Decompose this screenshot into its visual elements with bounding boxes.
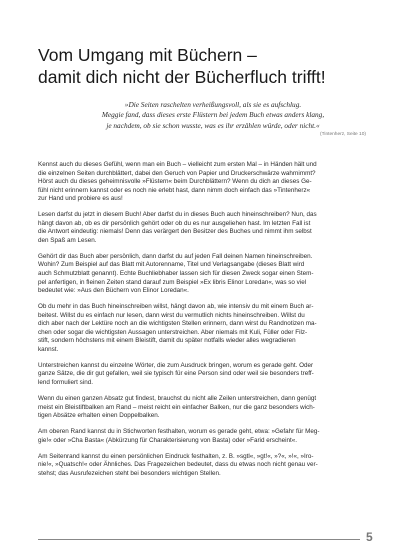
body-text [38,161,366,486]
page-number: 5 [366,530,373,544]
paragraph-line: Ob du mehr in das Buch hineinschreiben willst, hängt davon ab, wie intensiv du mit einem Buch ar- [38,303,314,311]
footer-divider [38,539,360,540]
paragraph-line: chen oder sogar die wichtigsten Aussagen unterstreichen. Aber niemals mit Kuli, Füller oder Filz- [38,328,308,336]
quote-source: (Tintenherz, Seite 10) [320,131,366,137]
paragraph-line: die Antwort eindeutig: niemals! Denn das verärgert den Besitzer des Buches und nimmt ihm selbst [38,228,312,236]
quote-line: Meggie fand, dass dieses erste Flüstern bei jedem Buch etwas anders klang, [101,110,325,120]
paragraph-line: Lesen darfst du jetzt in diesem Buch! Aber darfst du in dieses Buch auch hineinschreiben? Nun, das [38,211,317,219]
paragraph-line: meist ein Bleistiftbalken am Rand – meist reicht ein einfacher Balken, nur die ganz besonders wich- [38,403,315,411]
paragraph [38,211,366,245]
paragraph-line: bedeutet wie: »Aus den Büchern von Elinor Loredan«. [38,287,189,295]
title-line-2: damit dich nicht der Bücherfluch trifft! [38,67,326,87]
paragraph-line: hängt davon ab, ob es dir persönlich gehört oder ob du es nur ausgeliehen hast. Im letzten Fall ist [38,219,311,227]
paragraph-line: tigen Absätze erhalten einen Doppelbalken. [38,412,160,420]
paragraph-line: zur Hand und probiere es aus! [38,195,123,203]
paragraph-line: nie!«, »Quatsch!« oder Ähnliches. Das Fragezeichen bedeutet, dass du etwas noch nicht genau ver- [38,461,318,469]
quote-line: »Die Seiten raschelten verheißungsvoll, als sie es aufschlug. [124,100,302,109]
paragraph-line: kannst. [38,345,59,353]
paragraph-line: Kennst auch du dieses Gefühl, wenn man ein Buch – vielleicht zum ersten Mal – in Händen hält und [38,161,317,168]
paragraph [38,362,366,388]
paragraph-line: stehst; das Ausrufezeichen steht bei besonders wichtigen Stellen. [38,469,221,477]
paragraph-line: beitest. Willst du es einfach nur lesen, dann wirst du vermutlich nichts hineinschreiben. Willst du [38,311,305,319]
paragraph-line: Am Seitenrand kannst du einen persönlichen Eindruck festhalten, z. B. »sgtl«, »gt!«, »?«, »!«, »Iro- [38,452,314,460]
paragraph [38,395,366,421]
paragraph-line: fühl nicht erinnern kannst oder es noch nie erlebt hast, dann nimm doch einfach das »Tintenherz« [38,186,311,194]
paragraph-line: dich aber nach der Lektüre noch an die wichtigsten Stellen erinnern, dann wirst du Randnotizen ma- [38,320,317,328]
paragraph [38,303,366,354]
paragraph-line: Unterstreichen kannst du einzelne Wörter, die zum Ausdruck bringen, worum es gerade geht. Oder [38,361,314,369]
paragraph-line: auch Schmutzblatt genannt). Echte Buchliebhaber lassen sich für diesen Zweck sogar einen Stem- [38,270,314,278]
paragraph-line: Wohin? Zum Beispiel auf das Blatt mit Autorenname, Titel und Verlagsangabe (dieses Blatt wird [38,261,305,269]
paragraph-line: die einzelnen Seiten durchblättert, dabei den Geruch von Papier und Druckerschwärze wahrnimmt? [38,169,316,177]
page-title [38,44,378,88]
paragraph-line: den Spaß am Lesen. [38,236,97,244]
paragraph [38,161,366,204]
paragraph-line: gie!« oder »Cha Basta« (Abkürzung für Charakterisierung von Basta) oder »Farid erscheint«. [38,436,298,444]
paragraph-line: Hörst auch du dieses geheimnisvolle »Flüstern« beim Durchblättern? Wenn du dich an dieses Ge- [38,178,312,186]
paragraph [38,453,366,479]
paragraph-line: Am oberen Rand kannst du in Stichworten festhalten, worum es gerade geht, etwa: »Gefahr für Meg- [38,428,320,436]
paragraph-line: stift, sondern höchstens mit einem Bleistift, damit du später notfalls wieder alles wegradieren [38,337,296,345]
quote-line: je nachdem, ob sie schon wusste, was es ihr erzählen würde, oder nicht.« [106,120,320,130]
paragraph-line: pel anfertigen, in fleinen Zeiten stand darauf zum Beispiel »Ex libris Elinor Loredan«, was so viel [38,278,307,286]
title-line-1: Vom Umgang mit Büchern – [38,45,257,65]
paragraph-line: Wenn du einen ganzen Absatz gut findest, brauchst du nicht alle Zeilen unterstreichen, dann genügt [38,395,317,403]
paragraph-line: ganze Sätze, die dir gut gefallen, weil sie typisch für eine Person sind oder weil sie besonders treff- [38,370,314,378]
epigraph-quote [60,100,366,139]
paragraph-line: Gehört dir das Buch aber persönlich, dann darfst du auf jeden Fall deinen Namen hineinschreiben. [38,252,313,260]
paragraph [38,428,366,445]
paragraph [38,253,366,296]
paragraph-line: lend formuliert sind. [38,379,93,387]
